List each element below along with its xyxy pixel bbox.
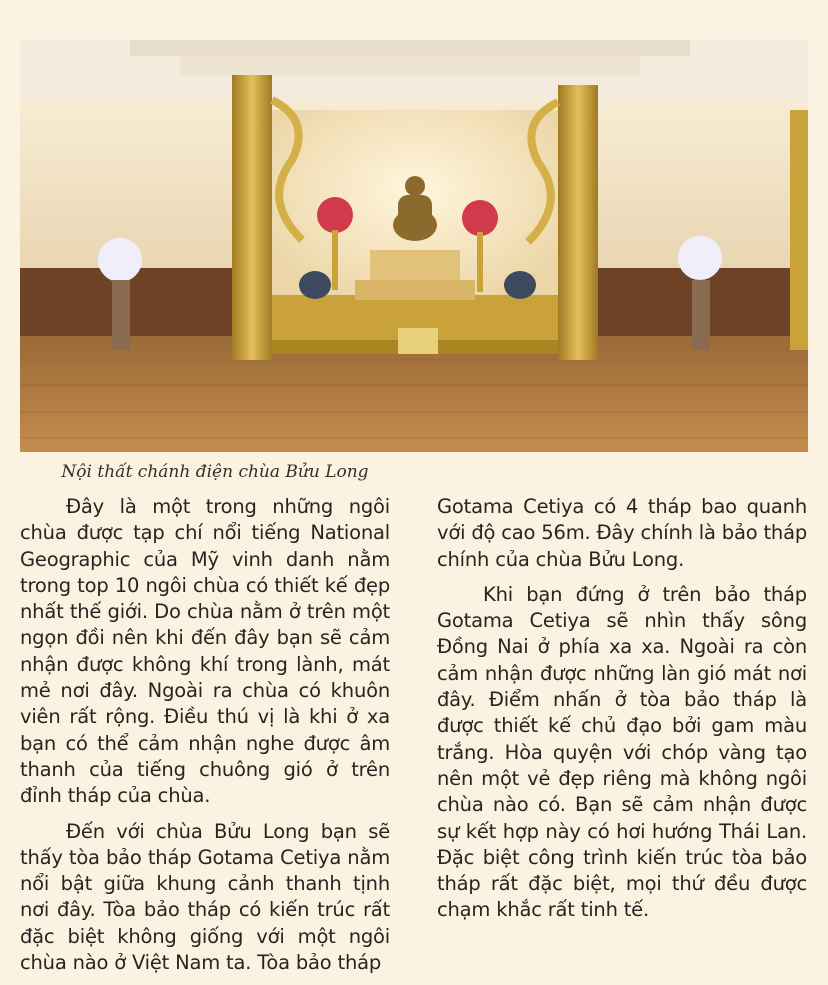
- temple-interior-photo: [20, 40, 808, 452]
- article-right-column: [437, 494, 807, 933]
- photo-caption: Nội thất chánh điện chùa Bửu Long: [61, 462, 369, 482]
- paragraph: Đến với chùa Bửu Long bạn sẽ thấy tòa bảo tháp Gotama Cetiya nằm nổi bật giữa khung cảnh thanh tịnh nơi đây. Tòa bảo tháp có kiến trúc rất đặc biệt không giống với một ngôi chùa nào ở Việt Nam ta. Tòa bảo tháp: [20, 819, 390, 975]
- paragraph: Đây là một trong những ngôi chùa được tạp chí nổi tiếng National Geographic của Mỹ vinh danh nằm trong top 10 ngôi chùa có thiết kế đẹp nhất thế giới. Do chùa nằm ở trên một ngọn đồi nên khi đến đây bạn sẽ cảm nhận được không khí trong lành, mát mẻ nơi đây. Ngoài ra chùa có khuôn viên rất rộng. Điều thú vị là khi ở xa bạn có thể cảm nhận nghe được âm thanh của tiếng chuông gió ở trên đỉnh tháp của chùa.: [20, 495, 390, 808]
- paragraph: Gotama Cetiya có 4 tháp bao quanh với độ cao 56m. Đây chính là bảo tháp chính của chùa Bửu Long.: [437, 495, 807, 571]
- article-left-column: [20, 494, 390, 985]
- paragraph: Khi bạn đứng ở trên bảo tháp Gotama Cetiya sẽ nhìn thấy sông Đồng Nai ở phía xa xa. Ngoài ra còn cảm nhận được những làn gió mát nơi đây. Điểm nhấn ở tòa bảo tháp là được thiết kế chủ đạo bởi gam màu trắng. Hòa quyện với chóp vàng tạo nên một vẻ đẹp riêng mà không ngôi chùa nào có. Bạn sẽ cảm nhận được sự kết hợp này có hơi hướng Thái Lan. Đặc biệt công trình kiến trúc tòa bảo tháp rất đặc biệt, mọi thứ đều được chạm khắc rất tinh tế.: [437, 582, 807, 922]
